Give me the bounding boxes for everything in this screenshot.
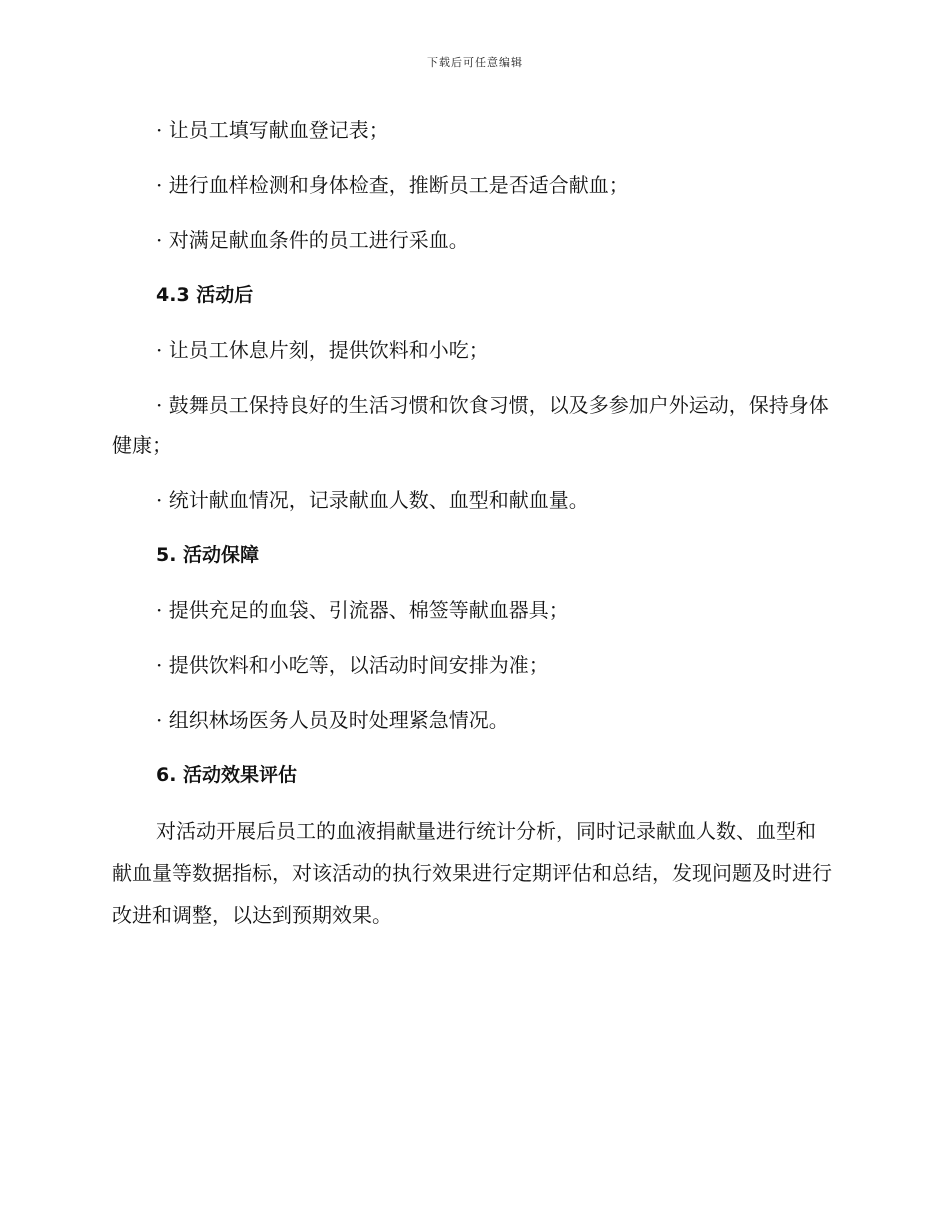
- bullet-fill-form: · 让员工填写献血登记表；: [156, 118, 389, 142]
- bullet-supplies: · 提供充足的血袋、引流器、棉签等献血器具；: [156, 598, 569, 622]
- bullet-blood-test: · 进行血样检测和身体检查，推断员工是否适合献血；: [156, 173, 629, 197]
- section-heading-6: 6. 活动效果评估: [156, 764, 298, 786]
- bullet-refreshments: · 提供饮料和小吃等，以活动时间安排为准；: [156, 653, 549, 677]
- evaluation-paragraph: 对活动开展后员工的血液捐献量进行统计分析，同时记录献血人数、血型和献血量等数据指标，对该活动的执行效果进行定期评估和总结，发现问题及时进行改进和调整，以达到预期效果。: [112, 819, 832, 927]
- bullet-healthy-habits: · 鼓舞员工保持良好的生活习惯和饮食习惯，以及多参加户外运动，保持身体健康；: [112, 393, 829, 457]
- bullet-medical-staff: · 组织林场医务人员及时处理紧急情况。: [156, 708, 509, 732]
- document-body: [112, 110, 832, 951]
- section-heading-5: 5. 活动保障: [156, 544, 260, 566]
- bullet-rest: · 让员工休息片刻，提供饮料和小吃；: [156, 338, 489, 362]
- section-heading-4-3: 4.3 活动后: [156, 284, 254, 306]
- bullet-collect-blood: · 对满足献血条件的员工进行采血。: [156, 228, 469, 252]
- header-note: 下载后可任意编辑: [427, 56, 523, 69]
- bullet-statistics: · 统计献血情况，记录献血人数、血型和献血量。: [156, 488, 589, 512]
